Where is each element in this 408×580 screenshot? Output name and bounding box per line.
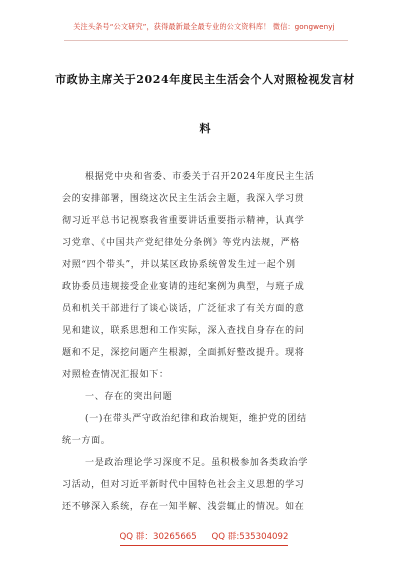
footer-underline [120,545,288,546]
paragraph-line: 统一方面。 [62,436,111,446]
paragraph-line: 还不够深入系统，存在一知半解、浅尝辄止的情况。如在 [62,502,305,512]
header-divider [64,40,348,41]
paragraph-line: 员和机关干部进行了谈心谈话，广泛征求了有关方面的意 [62,304,305,314]
document-title-line-1: 市政协主席关于2024年度民主生活会个人对照检视发言材 [55,73,355,86]
paragraph-line: 对照“四个带头”，并以某区政协系统曾发生过一起个别 [62,260,296,270]
paragraph-line: 习活动，但对习近平新时代中国特色社会主义思想的学习 [62,480,305,490]
paragraph-line: 政协委员违规接受企业宴请的违纪案例为典型，与班子成 [62,282,305,292]
section-heading: 一、存在的突出问题 [85,392,173,402]
footer-qq-group-1: QQ 群：30265665 [119,532,197,542]
paragraph-line: 一是政治理论学习深度不足。虽积极参加各类政治学 [85,458,309,468]
paragraph-line: 题和不足，深挖问题产生根源，全面抓好整改提升。现将 [62,348,305,358]
paragraph-line: 习党章、《中国共产党纪律处分条例》等党内法规，严格 [62,238,301,248]
subsection-heading: (一)在带头严守政治纪律和政治规矩，维护党的团结 [85,414,307,424]
paragraph-line: 对照检查情况汇报如下： [62,370,169,380]
header-banner: 关注头条号“公文研究”，获得最新最全最专业的公文资料库！ 微信：gongwenyj [73,22,335,31]
paragraph-line: 会的安排部署，围绕这次民主生活会主题，我深入学习贯 [62,194,305,204]
footer-contact [0,530,408,542]
paragraph-line: 彻习近平总书记视察我省重要讲话重要指示精神，认真学 [62,216,305,226]
paragraph-line: 见和建议，联系思想和工作实际，深入查找自身存在的问 [62,326,305,336]
footer-qq-group-2: QQ 群:535304092 [211,532,289,542]
document-title-line-2: 料 [199,122,211,135]
paragraph-line: 根据党中央和省委、市委关于召开2024年度民主生活 [85,172,315,182]
